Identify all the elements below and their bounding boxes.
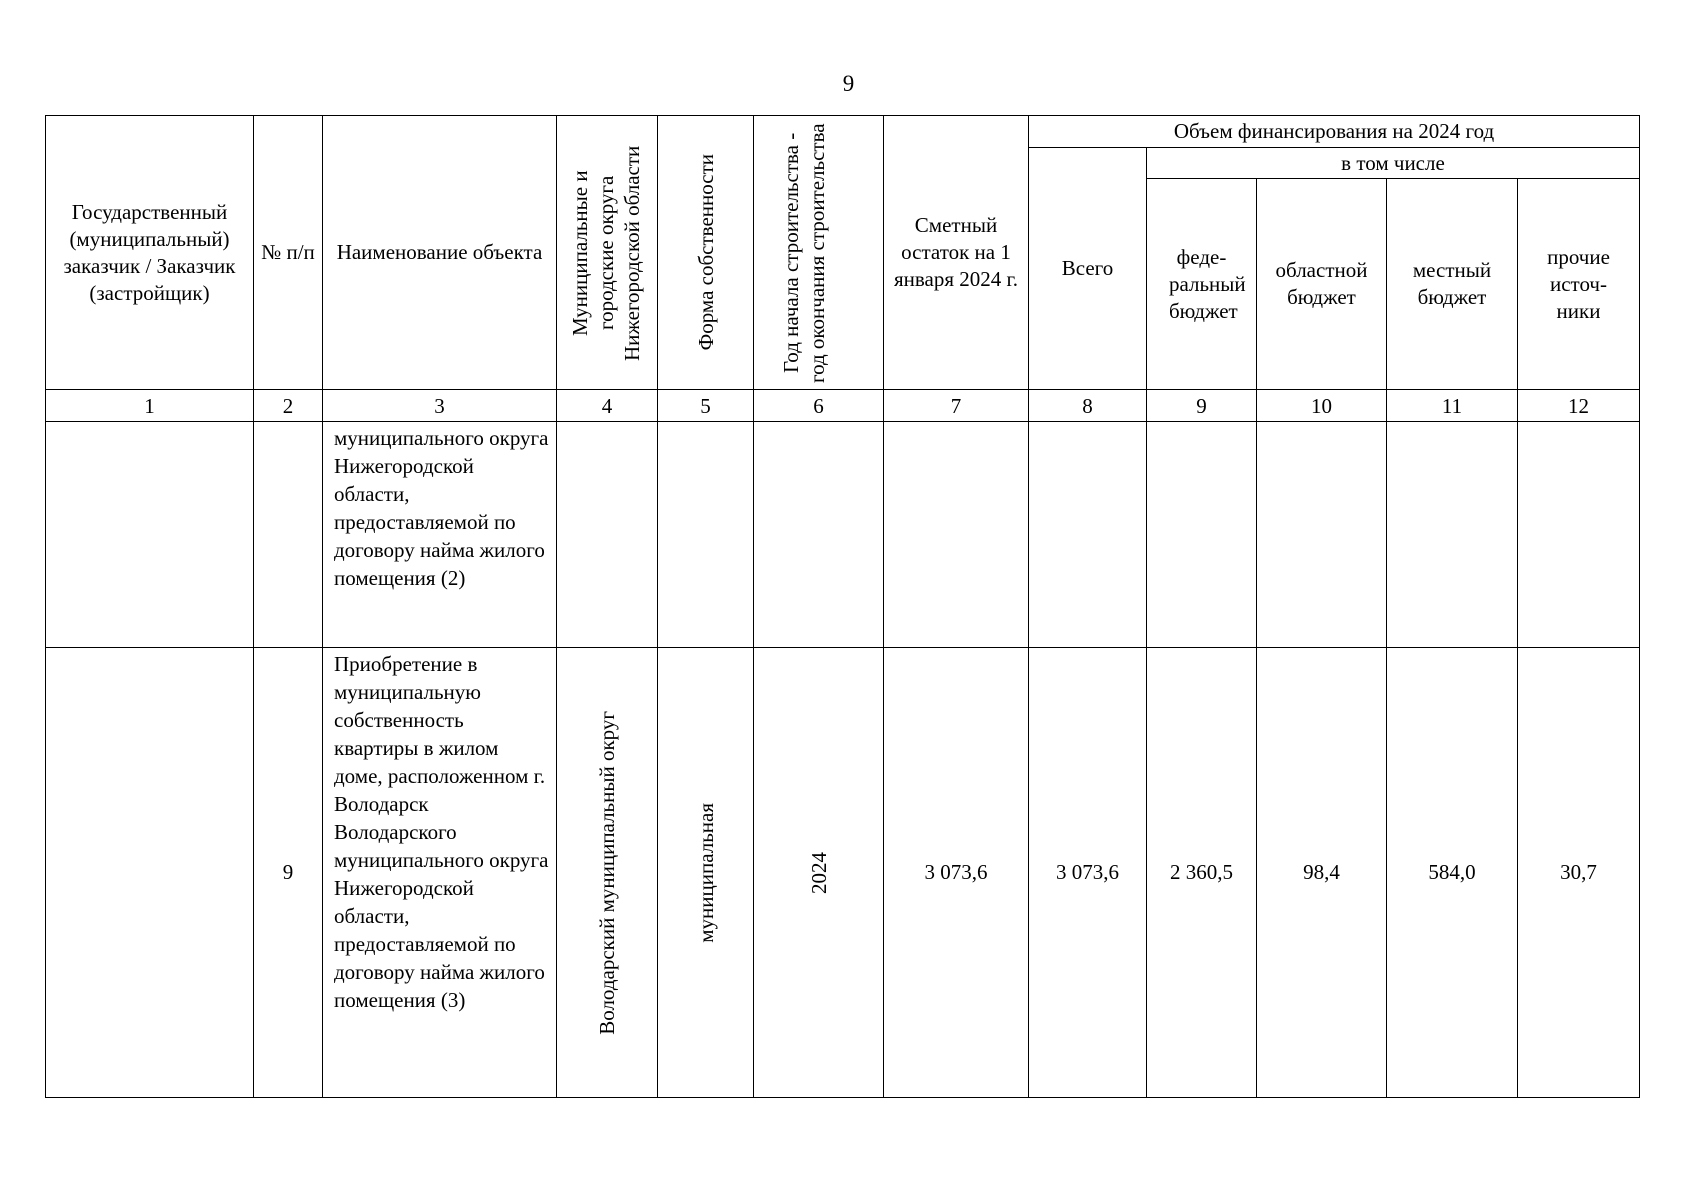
- cell-ownership: [658, 422, 754, 648]
- column-number: 4: [557, 390, 658, 422]
- table-row: [46, 422, 1640, 648]
- cell-customer: [46, 422, 254, 648]
- cell-num: 9: [254, 648, 323, 1098]
- cell-object-name: Приобретение в муниципальную собственность квартиры в жилом доме, расположенном г. Володарск Володарского муниципального округа Нижегородской области, предоставляемой по договору найма жилого помещения (3): [323, 648, 557, 1098]
- column-number: 1: [46, 390, 254, 422]
- page-number: 9: [842, 71, 855, 96]
- cell-ownership-text: муниципальная: [693, 802, 718, 943]
- cell-federal: 2 360,5: [1147, 648, 1257, 1098]
- table-row: [46, 648, 1640, 1098]
- cell-estimate: 3 073,6: [884, 648, 1029, 1098]
- cell-total: [1029, 422, 1147, 648]
- column-number: 9: [1147, 390, 1257, 422]
- header-municipality-text: Муниципальные и городские округа Нижегородской области: [568, 144, 644, 361]
- header-estimate: Сметный остаток на 1 января 2024 г.: [884, 116, 1029, 390]
- header-ownership: [658, 116, 754, 390]
- column-number: 3: [323, 390, 557, 422]
- column-number: 8: [1029, 390, 1147, 422]
- header-including: в том числе: [1147, 148, 1640, 179]
- header-years: [754, 116, 884, 390]
- financing-table: [45, 115, 1640, 1098]
- cell-years: [754, 422, 884, 648]
- header-num: № п/п: [254, 116, 323, 390]
- column-number: 2: [254, 390, 323, 422]
- header-federal: феде-ральный бюджет: [1147, 179, 1257, 390]
- column-number: 5: [658, 390, 754, 422]
- cell-federal: [1147, 422, 1257, 648]
- cell-local: [1387, 422, 1518, 648]
- cell-municipality: [557, 648, 658, 1098]
- cell-municipality: [557, 422, 658, 648]
- header-object-name: Наименование объекта: [323, 116, 557, 390]
- cell-num: [254, 422, 323, 648]
- cell-regional: 98,4: [1257, 648, 1387, 1098]
- cell-customer: [46, 648, 254, 1098]
- cell-total: 3 073,6: [1029, 648, 1147, 1098]
- cell-years-text: 2024: [806, 851, 831, 894]
- header-ownership-text: Форма собственности: [693, 154, 718, 351]
- header-local: местный бюджет: [1387, 179, 1518, 390]
- header-regional: областной бюджет: [1257, 179, 1387, 390]
- cell-ownership: [658, 648, 754, 1098]
- header-other: прочие источ-ники: [1518, 179, 1640, 390]
- header-financing: Объем финансирования на 2024 год: [1029, 116, 1640, 148]
- header-municipality: [557, 116, 658, 390]
- cell-municipality-text: Володарский муниципальный округ: [595, 710, 619, 1035]
- column-number: 7: [884, 390, 1029, 422]
- cell-years: [754, 648, 884, 1098]
- header-years-text: Год начала строительства - год окончания строительства: [778, 122, 829, 383]
- cell-local: 584,0: [1387, 648, 1518, 1098]
- column-number: 6: [754, 390, 884, 422]
- cell-other: 30,7: [1518, 648, 1640, 1098]
- cell-other: [1518, 422, 1640, 648]
- column-number: 10: [1257, 390, 1387, 422]
- header-total: Всего: [1029, 148, 1147, 390]
- header-customer: Государственный (муниципальный) заказчик / Заказчик (застройщик): [46, 116, 254, 390]
- column-number: 11: [1387, 390, 1518, 422]
- cell-object-name: муниципального округа Нижегородской области, предоставляемой по договору найма жилого помещения (2): [323, 422, 557, 648]
- cell-regional: [1257, 422, 1387, 648]
- cell-estimate: [884, 422, 1029, 648]
- column-number: 12: [1518, 390, 1640, 422]
